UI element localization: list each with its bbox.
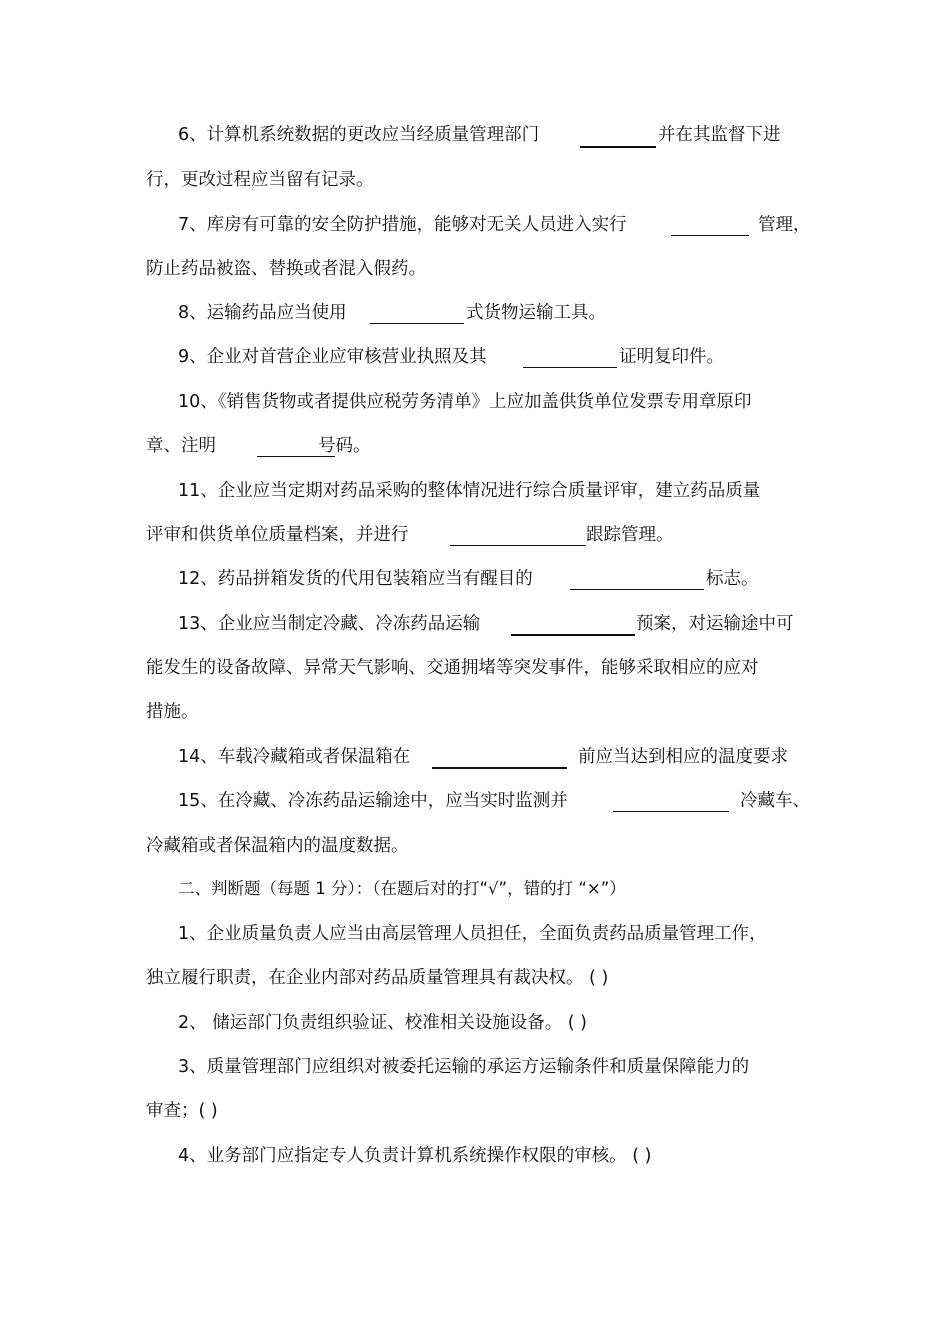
answer-blank-12 xyxy=(570,589,704,590)
judge-question-1-text: 1、企业质量负责人应当由高层管理人员担任，全面负责药品质量管理工作， xyxy=(178,924,767,944)
question-11-line-2 xyxy=(0,520,950,550)
question-14-text: 14、车载冷藏箱或者保温箱在 xyxy=(178,747,411,767)
question-15-text-cont: 冷藏箱或者保温箱内的温度数据。 xyxy=(146,836,409,856)
answer-blank-11 xyxy=(450,545,586,546)
question-13-text-cont2: 措施。 xyxy=(146,702,199,722)
question-15-text-after: 冷藏车、 xyxy=(740,791,810,811)
question-7-text: 7、库房有可靠的安全防护措施，能够对无关人员进入实行 xyxy=(178,215,627,235)
question-7-line-2 xyxy=(0,254,950,284)
question-13-text-after: 预案，对运输途中可 xyxy=(636,614,794,634)
judge-question-4-line xyxy=(0,1141,950,1171)
judge-question-3-text: 3、质量管理部门应组织对被委托运输的承运方运输条件和质量保障能力的 xyxy=(178,1057,750,1077)
question-6-line-1 xyxy=(0,120,950,150)
answer-blank-13 xyxy=(511,634,635,636)
answer-blank-6 xyxy=(580,146,656,148)
judge-question-2-line xyxy=(0,1008,950,1038)
question-8-text-after: 式货物运输工具。 xyxy=(466,303,606,323)
question-12-text-after: 标志。 xyxy=(706,569,759,589)
question-10-text-pre: 章、注明 xyxy=(146,436,216,456)
question-15-text: 15、在冷藏、冷冻药品运输途中，应当实时监测并 xyxy=(178,791,568,811)
question-10-line-2 xyxy=(0,431,950,461)
question-9-text: 9、企业对首营企业应审核营业执照及其 xyxy=(178,347,487,367)
section-2-heading-line xyxy=(0,874,950,904)
question-7-text-after: 管理， xyxy=(758,215,811,235)
section-2-heading: 二、判断题（每题 1 分）：（在题后对的打“√”，错的打 “×”） xyxy=(178,879,626,898)
question-13-text: 13、企业应当制定冷藏、冷冻药品运输 xyxy=(178,614,481,634)
judge-question-3-text-cont: 审查；( ) xyxy=(146,1101,218,1121)
question-12-line xyxy=(0,564,950,594)
judge-question-2-text: 2、 储运部门负责组织验证、校准相关设施设备。 ( ) xyxy=(178,1013,587,1033)
question-11-text-after: 跟踪管理。 xyxy=(586,525,674,545)
answer-blank-7 xyxy=(671,235,749,236)
question-9-text-after: 证明复印件。 xyxy=(619,347,724,367)
judge-question-1-line-1 xyxy=(0,919,950,949)
question-13-line-3 xyxy=(0,697,950,727)
question-11-line-1 xyxy=(0,476,950,506)
answer-blank-9 xyxy=(523,367,617,368)
question-6-line-2 xyxy=(0,165,950,195)
question-13-line-2 xyxy=(0,653,950,683)
question-11-text-pre: 评审和供货单位质量档案，并进行 xyxy=(146,525,409,545)
answer-blank-15 xyxy=(613,811,729,812)
question-15-line-2 xyxy=(0,831,950,861)
question-15-line-1 xyxy=(0,786,950,816)
question-12-text: 12、药品拼箱发货的代用包装箱应当有醒目的 xyxy=(178,569,533,589)
question-10-text: 10、《销售货物或者提供应税劳务清单》上应加盖供货单位发票专用章原印 xyxy=(178,392,752,412)
answer-blank-14 xyxy=(432,767,567,769)
question-13-line-1 xyxy=(0,609,950,639)
question-13-text-cont1: 能发生的设备故障、异常天气影响、交通拥堵等突发事件，能够采取相应的应对 xyxy=(146,658,759,678)
question-6-text-cont: 行，更改过程应当留有记录。 xyxy=(146,170,374,190)
judge-question-4-text: 4、业务部门应指定专人负责计算机系统操作权限的审核。 ( ) xyxy=(178,1146,652,1166)
answer-blank-8 xyxy=(370,323,464,324)
question-8-line xyxy=(0,298,950,328)
question-11-text: 11、企业应当定期对药品采购的整体情况进行综合质量评审，建立药品质量 xyxy=(178,481,761,501)
question-10-text-after: 号码。 xyxy=(318,436,371,456)
judge-question-1-text-cont: 独立履行职责，在企业内部对药品质量管理具有裁决权。 ( ) xyxy=(146,968,609,988)
judge-question-3-line-1 xyxy=(0,1052,950,1082)
question-10-line-1 xyxy=(0,387,950,417)
question-7-text-cont: 防止药品被盗、替换或者混入假药。 xyxy=(146,259,426,279)
question-6-text: 6、计算机系统数据的更改应当经质量管理部门 xyxy=(178,125,540,145)
question-14-line xyxy=(0,742,950,772)
question-9-line xyxy=(0,342,950,372)
question-7-line-1 xyxy=(0,210,950,240)
judge-question-3-line-2 xyxy=(0,1096,950,1126)
question-14-text-after: 前应当达到相应的温度要求 xyxy=(578,747,788,767)
question-6-text-after: 并在其监督下进 xyxy=(658,125,781,145)
question-8-text: 8、运输药品应当使用 xyxy=(178,303,347,323)
judge-question-1-line-2 xyxy=(0,963,950,993)
